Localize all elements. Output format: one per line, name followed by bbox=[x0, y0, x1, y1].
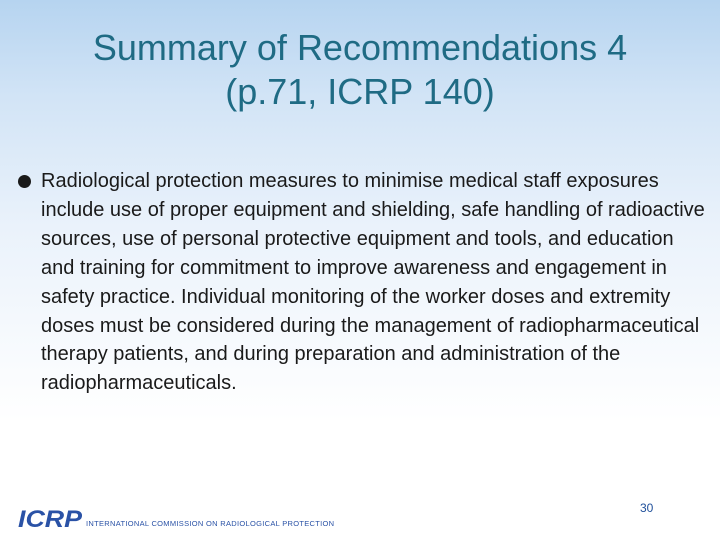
bullet-list bbox=[18, 167, 708, 398]
page-number: 30 bbox=[640, 501, 654, 515]
organization-name: INTERNATIONAL COMMISSION ON RADIOLOGICAL PROTECTION bbox=[86, 519, 335, 528]
slide-title bbox=[0, 26, 720, 114]
slide-title-line-1: Summary of Recommendations 4 bbox=[92, 27, 628, 68]
icrp-logo-icon bbox=[18, 507, 84, 529]
slide-title-line-2: (p.71, ICRP 140) bbox=[225, 71, 495, 112]
logo-text: ICRP bbox=[18, 507, 84, 529]
bullet-dot-icon bbox=[18, 175, 31, 188]
bullet-item bbox=[18, 167, 708, 398]
bullet-text: Radiological protection measures to minimise medical staff exposures include use of proper equipment and shielding, safe handling of radioactive sources, use of personal protective equipment and tools, and education and training for commitment to improve awareness and engagement in safety practice. Individual monitoring of the worker doses and extremity doses must be considered during the management of radiopharmaceutical therapy patients, and during preparation and administration of the radiopharmaceuticals. bbox=[41, 170, 705, 395]
